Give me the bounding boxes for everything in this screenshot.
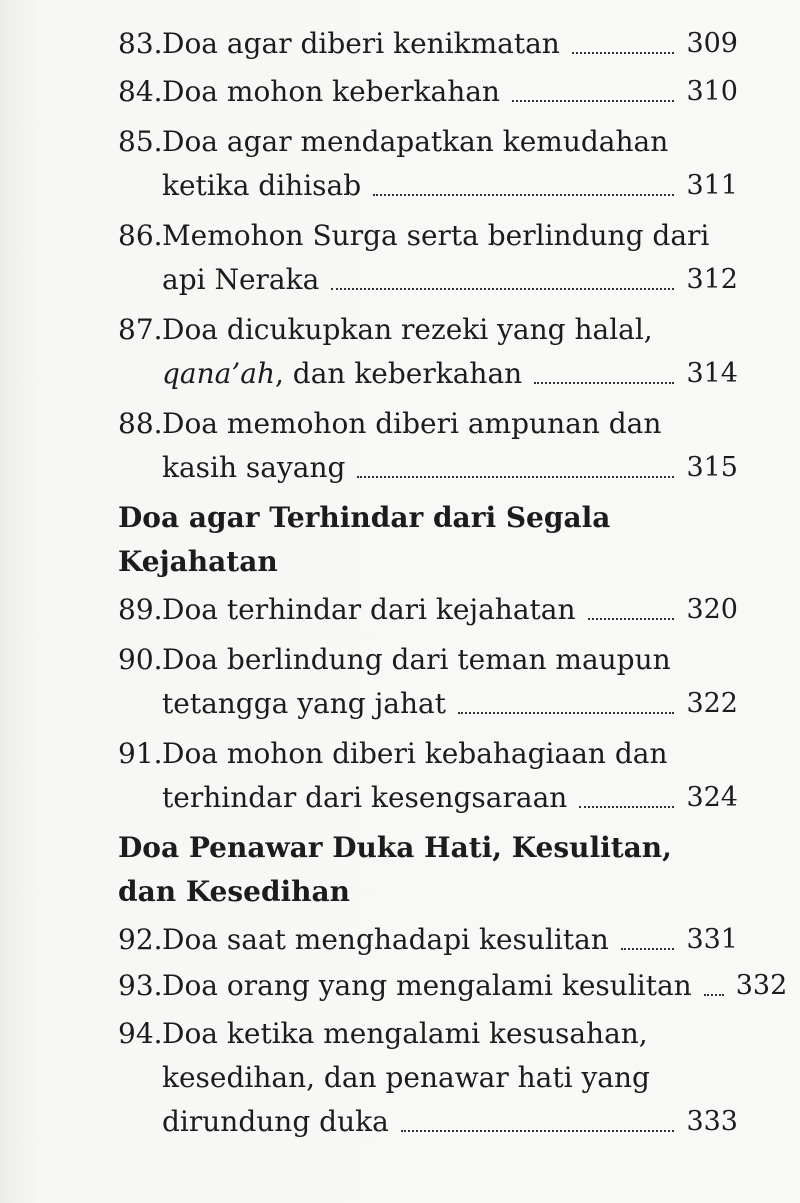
dot-leader xyxy=(357,476,674,478)
dot-leader xyxy=(572,52,675,54)
dot-leader xyxy=(588,618,675,620)
entry-title-line-1: Doa ketika mengalami kesusahan, xyxy=(162,1017,648,1050)
dot-leader xyxy=(331,288,674,290)
dot-leader xyxy=(401,1130,675,1132)
entry-page-number: 331 xyxy=(686,924,738,955)
entry-number: 94. xyxy=(118,1017,163,1050)
entry-title-line-3: dirundung duka xyxy=(162,1105,389,1138)
entry-number: 88. xyxy=(118,407,163,440)
toc-entry-84 xyxy=(118,70,738,114)
toc-entry-92 xyxy=(118,918,738,962)
entry-page-number: 320 xyxy=(686,594,738,625)
dot-leader xyxy=(373,194,674,196)
table-of-contents xyxy=(118,22,788,1144)
entry-title: Doa mohon keberkahan xyxy=(162,75,500,108)
toc-entry-94 xyxy=(118,1012,738,1144)
entry-title-line-2: kesedihan, dan penawar hati yang xyxy=(162,1061,650,1094)
entry-title-line-2: terhindar dari kesengsaraan xyxy=(162,781,568,814)
entry-title-line-1: Doa dicukupkan rezeki yang halal, xyxy=(162,313,653,346)
entry-title-line-1: Doa memohon diberi ampunan dan xyxy=(162,407,662,440)
entry-number: 85. xyxy=(118,125,163,158)
toc-entry-87 xyxy=(118,308,738,396)
entry-page-number: 314 xyxy=(686,358,738,389)
entry-title-line-2: api Neraka xyxy=(162,263,320,296)
toc-entry-88 xyxy=(118,402,738,490)
section-heading-kejahatan xyxy=(118,496,738,584)
section-heading-line-1: Doa Penawar Duka Hati, Kesulitan, xyxy=(118,831,672,864)
dot-leader xyxy=(621,948,675,950)
entry-page-number: 315 xyxy=(686,452,738,483)
toc-entry-85 xyxy=(118,120,738,208)
entry-page-number: 322 xyxy=(686,688,738,719)
entry-title-line-2: ketika dihisab xyxy=(162,169,362,202)
entry-number: 92. xyxy=(118,923,163,956)
toc-entry-91 xyxy=(118,732,738,820)
entry-number: 83. xyxy=(118,27,163,60)
section-heading-kesedihan xyxy=(118,826,738,914)
toc-entry-89 xyxy=(118,588,738,632)
entry-number: 90. xyxy=(118,643,163,676)
entry-page-number: 312 xyxy=(686,264,738,295)
entry-page-number: 309 xyxy=(686,28,738,59)
section-heading-line-2: Kejahatan xyxy=(118,545,278,578)
entry-title: Doa terhindar dari kejahatan xyxy=(162,593,576,626)
section-heading-line-2: dan Kesedihan xyxy=(118,875,351,908)
entry-number: 86. xyxy=(118,219,163,252)
dot-leader xyxy=(512,100,674,102)
dot-leader xyxy=(704,994,724,996)
toc-entry-90 xyxy=(118,638,738,726)
toc-entry-93 xyxy=(118,964,788,1008)
entry-page-number: 311 xyxy=(686,170,738,201)
entry-page-number: 332 xyxy=(735,970,788,1001)
entry-title-line-1: Doa mohon diberi kebahagiaan dan xyxy=(162,737,668,770)
dot-leader xyxy=(579,806,674,808)
italic-term: qana’ah xyxy=(162,357,275,390)
dot-leader xyxy=(458,712,674,714)
entry-title: Doa saat menghadapi kesulitan xyxy=(162,923,609,956)
entry-number: 87. xyxy=(118,313,163,346)
entry-title-line-2 xyxy=(162,352,522,396)
entry-title-line-2: kasih sayang xyxy=(162,451,346,484)
entry-title-line-1: Memohon Surga serta berlindung dari xyxy=(162,219,710,252)
entry-title-line-1: Doa agar mendapatkan kemudahan xyxy=(162,125,669,158)
entry-title-line-1: Doa berlindung dari teman maupun xyxy=(162,643,671,676)
entry-number: 89. xyxy=(118,593,163,626)
entry-number: 91. xyxy=(118,737,163,770)
toc-entry-83 xyxy=(118,22,738,66)
entry-title: Doa agar diberi kenikmatan xyxy=(162,27,560,60)
entry-page-number: 324 xyxy=(686,782,738,813)
entry-title: Doa orang yang mengalami kesulitan xyxy=(162,969,692,1002)
entry-page-number: 333 xyxy=(686,1106,738,1137)
entry-title-line-2: tetangga yang jahat xyxy=(162,687,446,720)
entry-page-number: 310 xyxy=(686,76,738,107)
section-heading-line-1: Doa agar Terhindar dari Segala xyxy=(118,501,611,534)
entry-title-line-2-rest: , dan keberkahan xyxy=(274,357,523,390)
toc-entry-86 xyxy=(118,214,738,302)
entry-number: 84. xyxy=(118,75,163,108)
entry-number: 93. xyxy=(118,969,163,1002)
dot-leader xyxy=(534,382,674,384)
